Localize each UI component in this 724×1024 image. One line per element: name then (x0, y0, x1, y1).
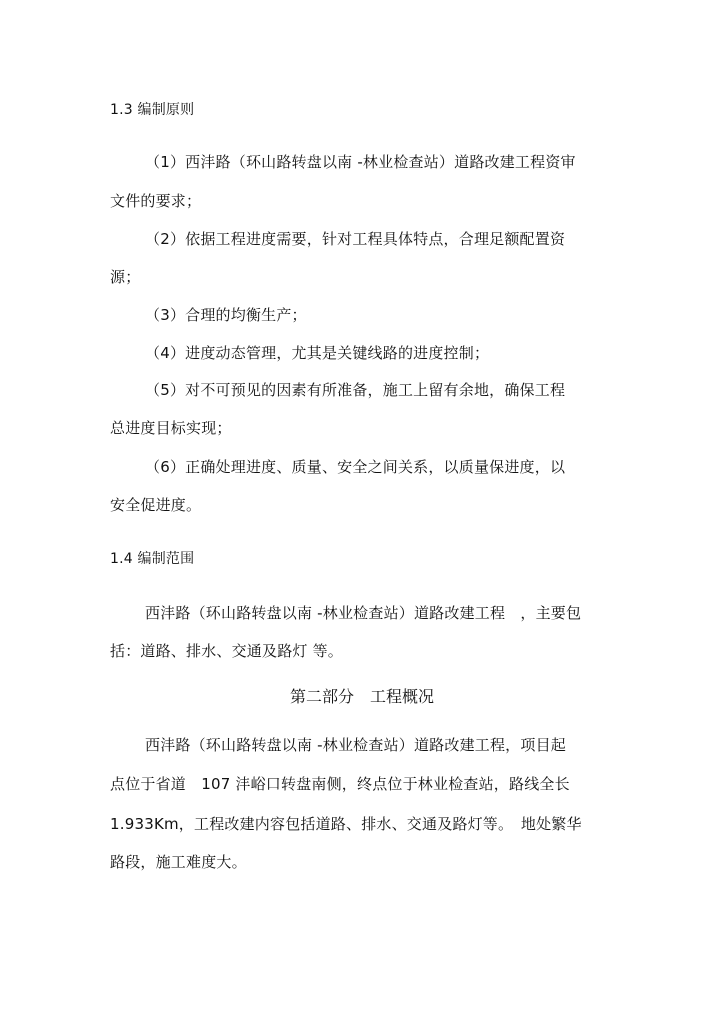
principle-4-line-1: （4）进度动态管理，尤其是关键线路的进度控制； (145, 344, 490, 362)
overview-line-4: 路段，施工难度大。 (110, 853, 247, 871)
principle-5-line-1: （5）对不可预见的因素有所准备，施工上留有余地，确保工程 (145, 381, 566, 399)
principle-6-line-1: （6）正确处理进度、质量、安全之间关系，以质量保进度，以 (145, 458, 566, 476)
principle-6-line-2: 安全促进度。 (110, 496, 202, 514)
principle-2-line-1: （2）依据工程进度需要，针对工程具体特点，合理足额配置资 (145, 230, 566, 248)
principle-1-line-2: 文件的要求； (110, 192, 202, 210)
principle-5-line-2: 总进度目标实现； (110, 419, 232, 437)
overview-line-3: 1.933Km，工程改建内容包括道路、排水、交通及路灯等。 地处繁华 (110, 815, 582, 833)
part-two-title: 第二部分 工程概况 (289, 687, 434, 706)
section-1-4-heading: 1.4 编制范围 (110, 551, 195, 567)
principle-3-line-1: （3）合理的均衡生产； (145, 306, 307, 324)
section-1-3-heading: 1.3 编制原则 (110, 102, 195, 118)
overview-line-2: 点位于省道 107 沣峪口转盘南侧，终点位于林业检查站，路线全长 (110, 775, 570, 793)
scope-line-1: 西沣路（环山路转盘以南 -林业检查站）道路改建工程 ，主要包 (145, 604, 582, 622)
principle-1-line-1: （1）西沣路（环山路转盘以南 -林业检查站）道路改建工程资审 (145, 153, 576, 171)
overview-line-1: 西沣路（环山路转盘以南 -林业检查站）道路改建工程，项目起 (145, 736, 566, 754)
principle-2-line-2: 源； (110, 268, 141, 286)
scope-line-2: 括：道路、排水、交通及路灯 等。 (110, 642, 343, 660)
